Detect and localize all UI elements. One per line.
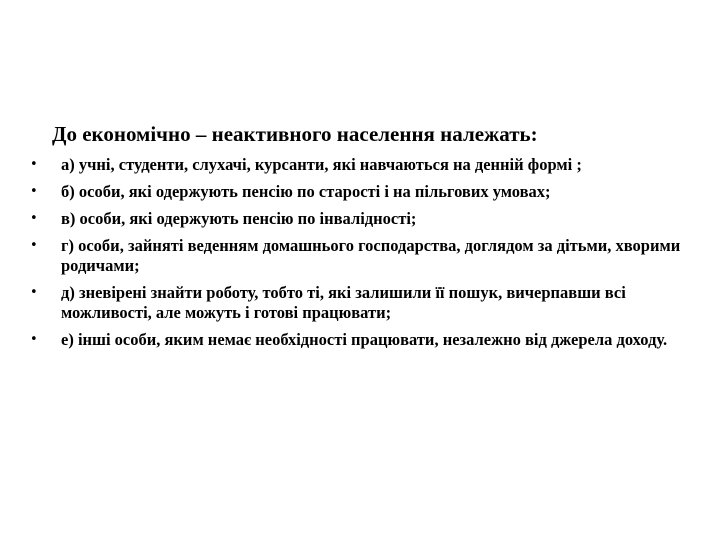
list-item-text: д) зневірені знайти роботу, тобто ті, які залишили її пошук, вичерпавши всі можливості, але можуть і готові працювати; xyxy=(61,283,626,322)
list-item-text: в) особи, які одержують пенсію по інвалідності; xyxy=(61,209,417,228)
list-item-text: г) особи, зайняті веденням домашнього господарства, доглядом за дітьми, хворими родичами; xyxy=(61,236,681,275)
bullet-icon: • xyxy=(30,332,38,347)
bullet-list xyxy=(30,155,685,357)
list-item xyxy=(30,330,685,350)
list-item xyxy=(30,283,685,323)
bullet-icon: • xyxy=(30,157,38,172)
bullet-icon: • xyxy=(30,184,38,199)
list-item xyxy=(30,155,685,175)
bullet-icon: • xyxy=(30,211,38,226)
bullet-icon: • xyxy=(30,285,38,300)
slide-title: До економічно – неактивного населення належать: xyxy=(52,122,538,146)
list-item xyxy=(30,182,685,202)
list-item-text: б) особи, які одержують пенсію по старості і на пільгових умовах; xyxy=(61,182,551,201)
list-item-text: е) інші особи, яким немає необхідності працювати, незалежно від джерела доходу. xyxy=(61,330,668,349)
list-item-text: а) учні, студенти, слухачі, курсанти, які навчаються на денній формі ; xyxy=(61,155,582,174)
bullet-icon: • xyxy=(30,238,38,253)
list-item xyxy=(30,236,685,276)
list-item xyxy=(30,209,685,229)
